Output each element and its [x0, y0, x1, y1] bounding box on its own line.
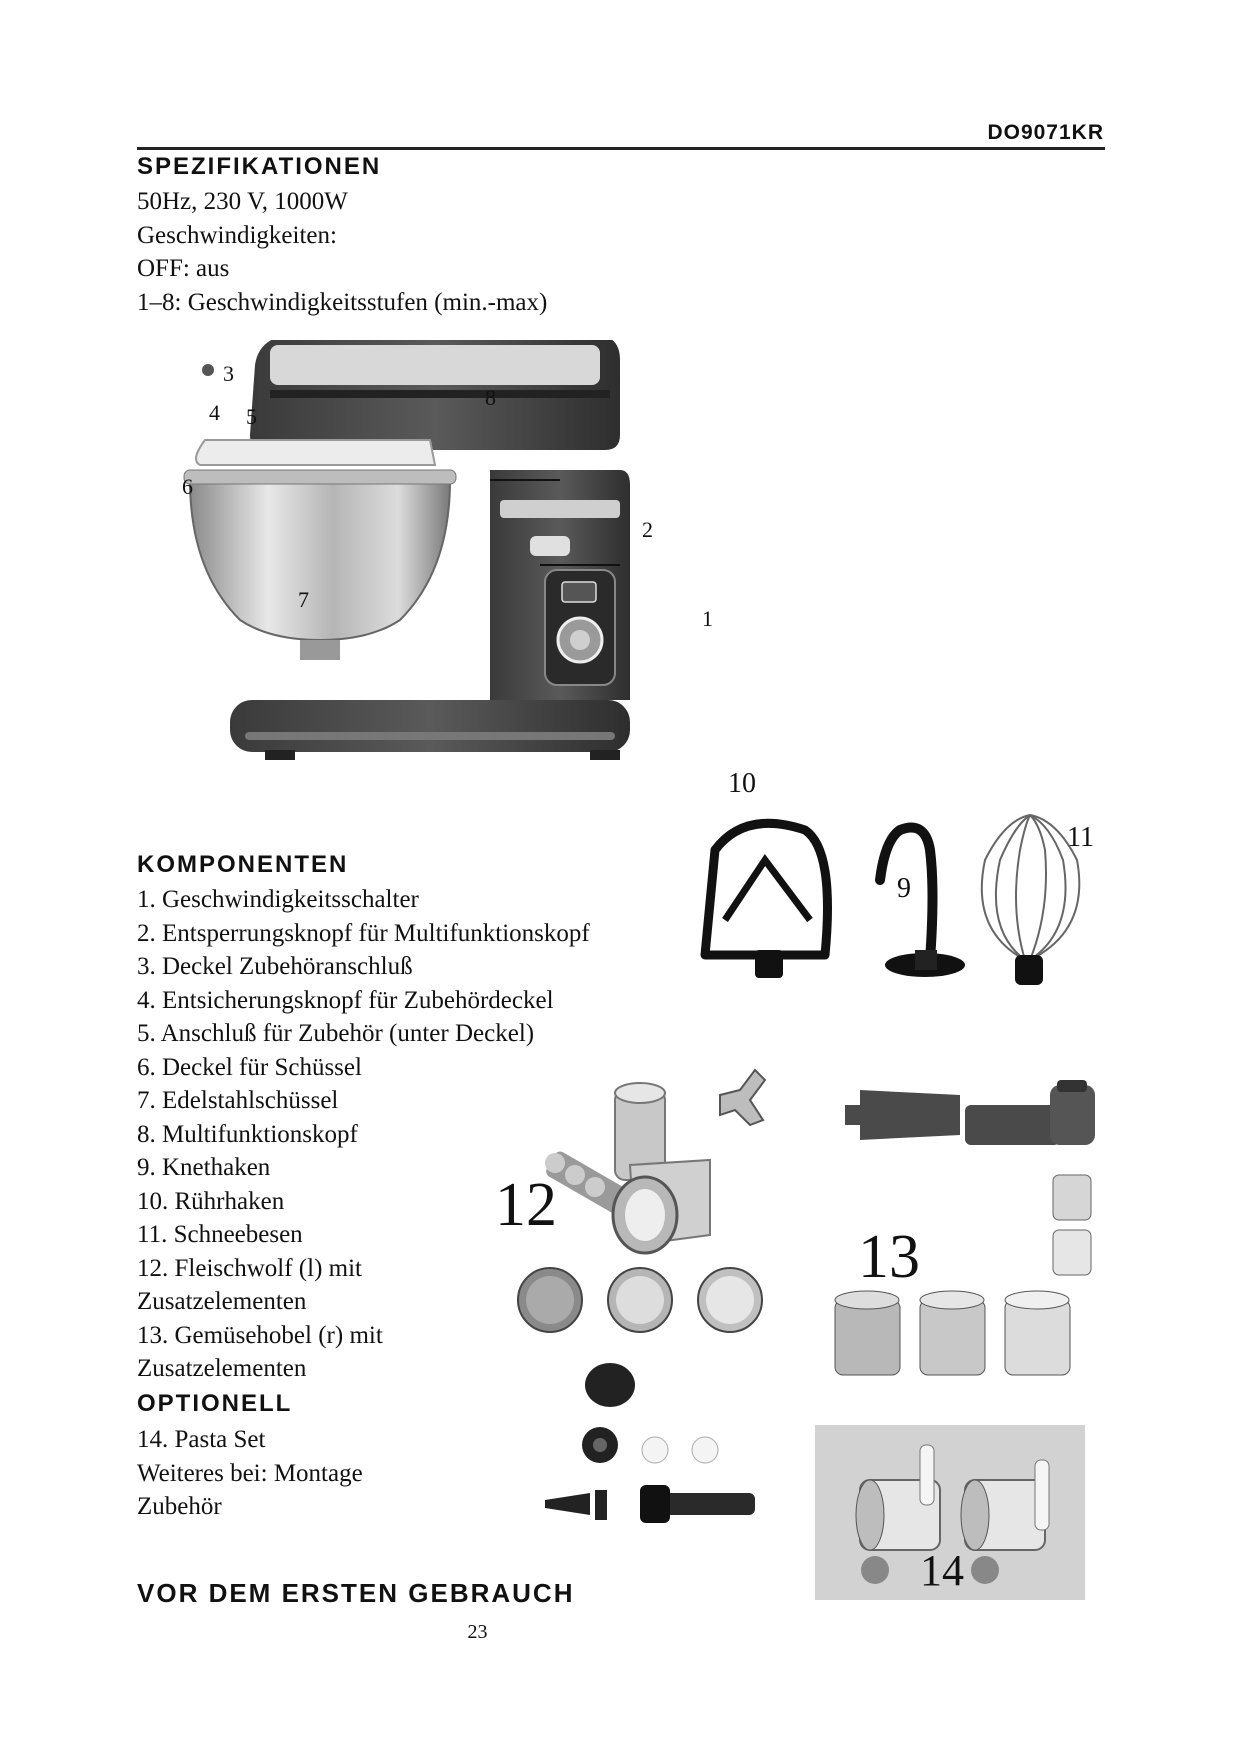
- component-item: 9. Knethaken: [137, 1154, 271, 1181]
- optional-line: Weiteres bei: Montage: [137, 1459, 363, 1487]
- callout-6: 6: [182, 474, 193, 499]
- components-heading: KOMPONENTEN: [137, 851, 349, 878]
- spec-line: 50Hz, 230 V, 1000W: [137, 188, 348, 215]
- balloon-whisk: [982, 815, 1080, 960]
- cutting-blade: [720, 1070, 765, 1125]
- callout-3: 3: [223, 361, 234, 386]
- label-10: 10: [728, 768, 756, 799]
- component-item: 10. Rührhaken: [137, 1187, 285, 1215]
- component-item: Zusatzelementen: [137, 1355, 307, 1382]
- callout-8: 8: [485, 385, 496, 410]
- page-number: 23: [467, 1621, 488, 1643]
- next-section-heading: VOR DEM ERSTEN GEBRAUCH: [137, 1578, 575, 1608]
- attachments-illustration: [685, 810, 1105, 990]
- label-11: 11: [1067, 822, 1094, 853]
- model-number: DO9071KR: [987, 121, 1104, 144]
- specs-list: [137, 185, 547, 319]
- header-rule: [137, 147, 1105, 150]
- slicer-drums: [835, 1291, 1070, 1375]
- meat-grinder-illustration: [495, 1045, 795, 1545]
- component-item: Zusatzelementen: [137, 1288, 307, 1315]
- component-item: 11. Schneebesen: [137, 1221, 303, 1248]
- slicer-feed-tube: [845, 1090, 960, 1140]
- flat-beater: [705, 823, 828, 955]
- callout-4: 4: [209, 400, 220, 425]
- component-item: 4. Entsicherungsknopf für Zubehördeckel: [137, 986, 554, 1014]
- component-item: 5. Anschluß für Zubehör (unter Deckel): [137, 1020, 535, 1047]
- spec-line: 1–8: Geschwindigkeitsstufen (min.-max): [137, 288, 548, 316]
- stand-mixer-illustration: [150, 340, 710, 780]
- grinder-cap: [585, 1363, 635, 1407]
- callout-1: 1: [702, 606, 713, 631]
- callout-5: 5: [246, 404, 257, 429]
- callout-2: 2: [642, 517, 653, 542]
- steel-bowl: [190, 480, 450, 640]
- release-button: [530, 536, 570, 556]
- bowl-lid: [196, 440, 435, 465]
- optional-list: [137, 1423, 363, 1524]
- component-item: 7. Edelstahlschüssel: [137, 1087, 339, 1114]
- sausage-funnel: [545, 1493, 590, 1515]
- component-item: 1. Geschwindigkeitsschalter: [137, 886, 419, 913]
- spec-line: Geschwindigkeiten:: [137, 221, 337, 249]
- label-9: 9: [897, 873, 911, 904]
- grinder-plates: [518, 1268, 762, 1332]
- component-item: 12. Fleischwolf (l) mit: [137, 1254, 362, 1282]
- spec-line: OFF: aus: [137, 255, 230, 282]
- slicer-housing: [965, 1105, 1060, 1145]
- component-item: 13. Gemüsehobel (r) mit: [137, 1321, 383, 1349]
- component-item: 8. Multifunktionskopf: [137, 1120, 358, 1148]
- label-14: 14: [920, 1546, 964, 1595]
- label-13: 13: [858, 1223, 920, 1291]
- component-item: 2. Entsperrungsknopf für Multifunktionskopf: [137, 919, 590, 947]
- mixer-base: [230, 700, 630, 752]
- label-12: 12: [495, 1171, 557, 1239]
- component-item: 3. Deckel Zubehöranschluß: [137, 953, 413, 980]
- optional-line: 14. Pasta Set: [137, 1426, 266, 1453]
- callout-7: 7: [298, 587, 309, 612]
- optional-line: Zubehör: [137, 1493, 222, 1520]
- optional-heading: OPTIONELL: [137, 1390, 293, 1417]
- specs-heading: SPEZIFIKATIONEN: [137, 153, 382, 180]
- component-item: 6. Deckel für Schüssel: [137, 1053, 362, 1081]
